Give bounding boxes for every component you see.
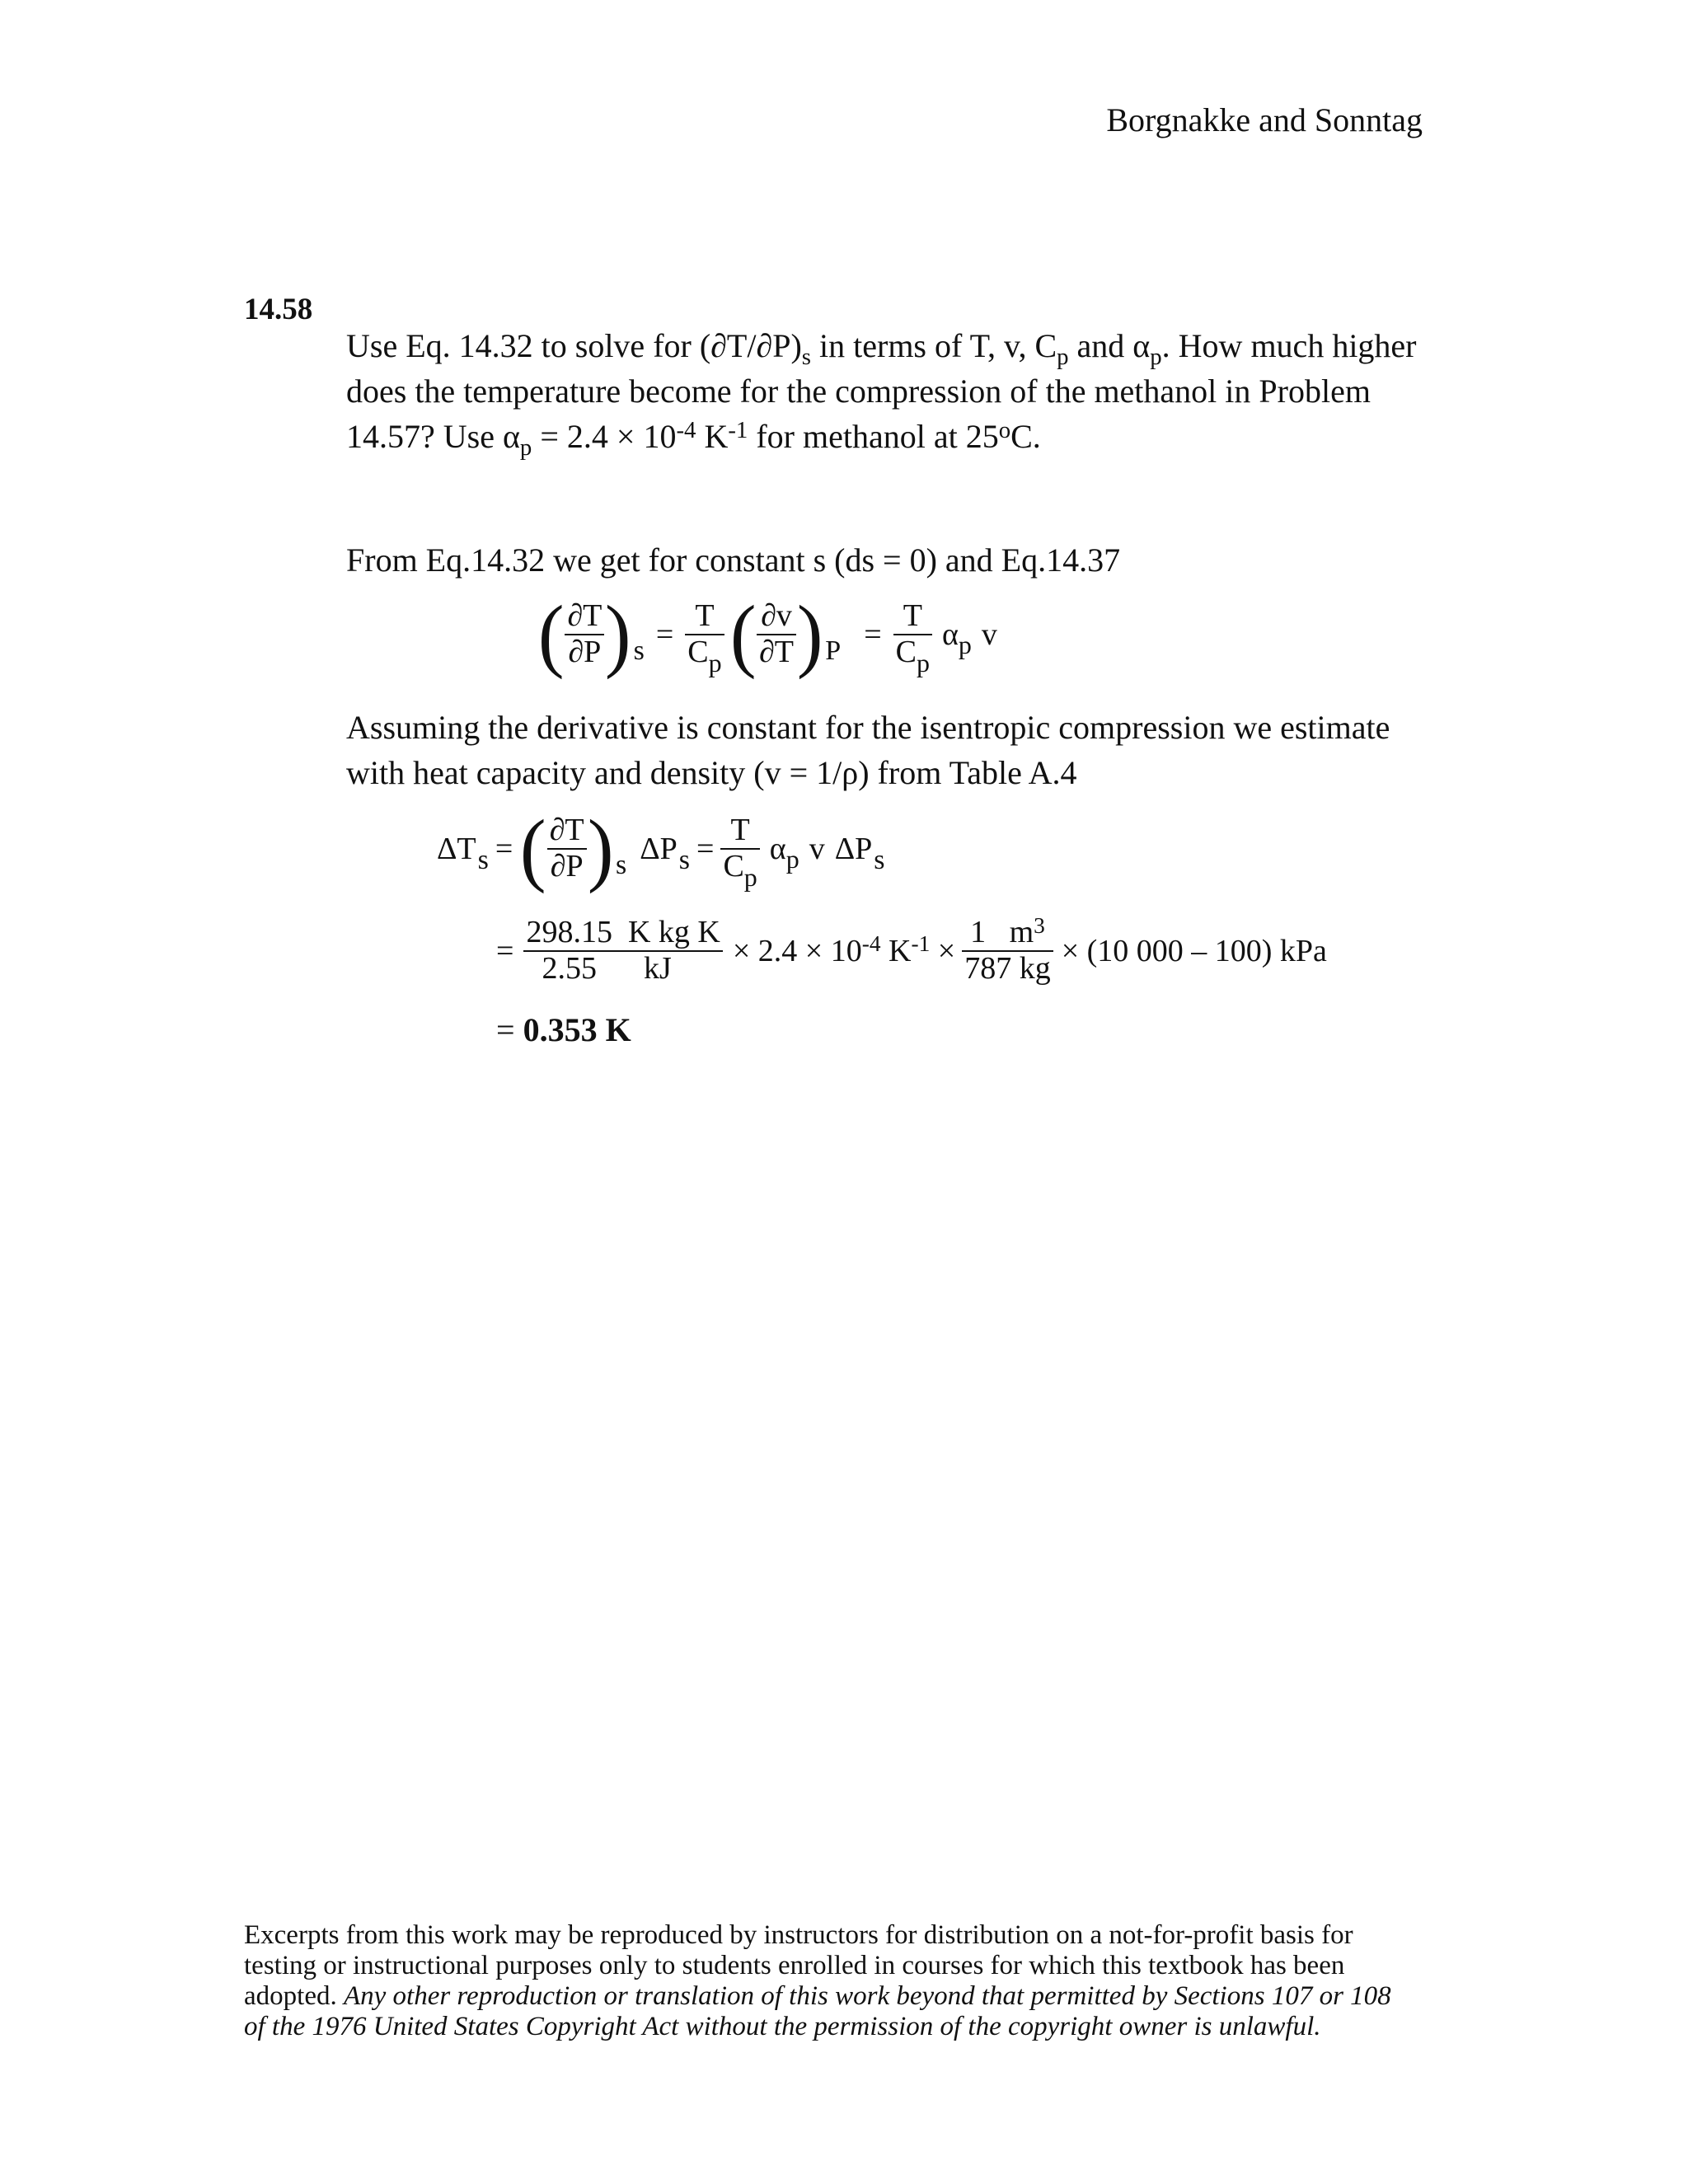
problem-statement	[346, 323, 1417, 462]
statement-line-2: does the temperature become for the compression of the methanol in Problem	[346, 373, 1371, 410]
equation-3: = $\frac{\text{298.15 K kg K}}{2.55 kJ}$ × $2.4 \times 10^{-4}$ $K^{-1}$ × $\frac{1 m^3}{787 kg}$ × (10 000 – 100) kPa	[496, 912, 1327, 986]
statement-line-1: Use Eq. 14.32 to solve for $(\partial T/\partial P)_s$ in terms of T, v, $C_p$ and $\alpha_p$. How much higher	[346, 327, 1417, 371]
equation-2: ΔT s = ( $\frac{\partial T}{\partial P}$ ) s ΔP s = $\frac{T}{C_p}$ α p v ΔP s	[437, 803, 885, 894]
equation-1: ( $\frac{\partial T}{\partial P}$ ) s = $\frac{T}{C_p}$ ( $\frac{\partial v}{\partial T}$ ) P = $\frac{T}{C_p}$ α p v	[537, 588, 997, 680]
result-value: 0.353 K	[523, 1011, 631, 1048]
running-header: Borgnakke and Sonntag	[1106, 101, 1423, 138]
result-line: = 0.353 K	[496, 1011, 631, 1048]
problem-number: 14.58	[244, 293, 313, 326]
solution-intro: From Eq.14.32 we get for constant s (ds = 0) and Eq.14.37	[346, 541, 1121, 579]
assumption-text: Assuming the derivative is constant for the isentropic compression we estimate with heat capacity and density (v = 1/ρ) from Table A.4	[346, 709, 1390, 791]
copyright-notice: Excerpts from this work may be reproduced by instructors for distribution on a not-for-profit basis for testing or instructional purposes only to students enrolled in courses for which this textbook has been adopted. Any other reproduction or translation of this work beyond that permitted by Sections 107 or 108 of the 1976 United States Copyright Act without the permission of the copyright owner is unlawful.	[244, 1920, 1391, 2041]
statement-line-3: 14.57? Use $\alpha_p = 2.4 \times 10^{-4}$ $K^{-1}$ for methanol at 25$^o$C.	[346, 416, 1041, 462]
